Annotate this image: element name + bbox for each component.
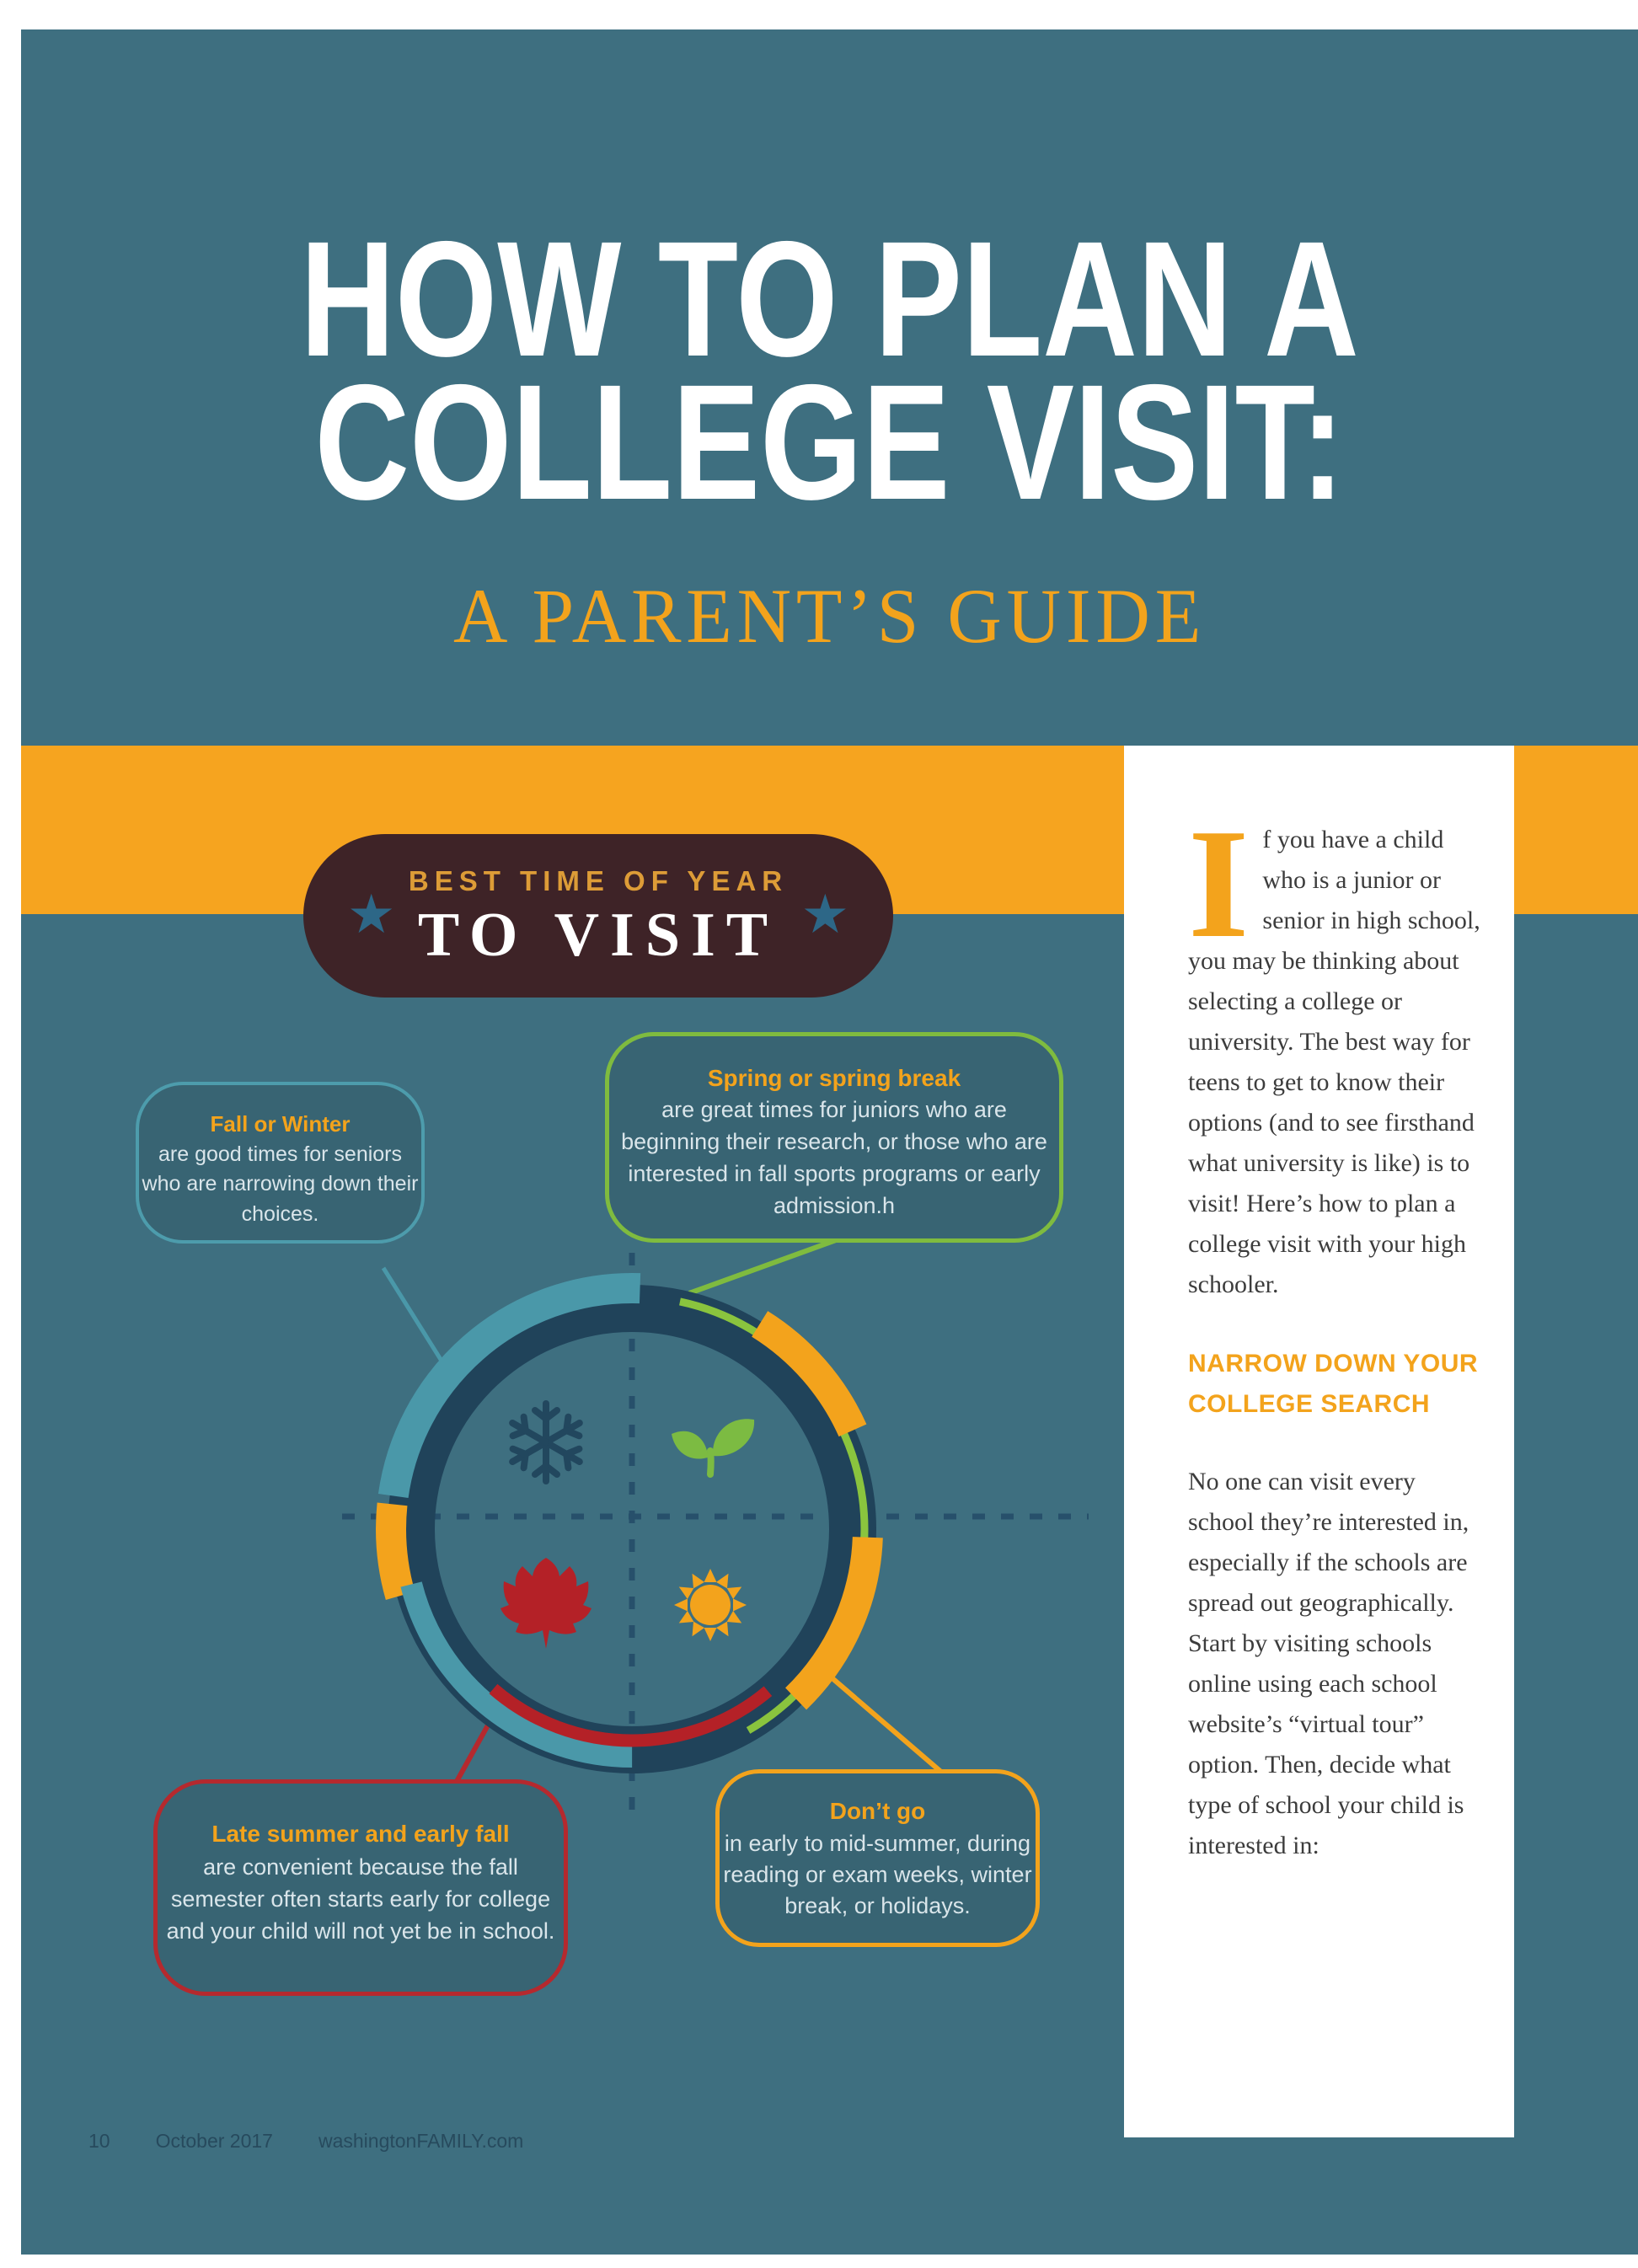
badge-kicker: BEST TIME OF YEAR [408, 865, 789, 896]
star-icon: ★ [347, 884, 396, 946]
drop-cap: I [1188, 797, 1250, 971]
page-footer [88, 2130, 569, 2153]
best-time-badge [303, 834, 893, 998]
article-panel [1124, 746, 1514, 2137]
article-section-heading: NARROW DOWN YOUR COLLEGE SEARCH [1188, 1350, 1479, 1418]
star-icon: ★ [800, 884, 849, 946]
callout-late-summer [153, 1779, 568, 1996]
callout-heading: Fall or Winter [210, 1111, 351, 1137]
callout-spring [605, 1032, 1063, 1243]
callout-body: are convenient because the fall semester often starts early for college and your child will not yet be in school. [166, 1853, 555, 1944]
callout-body: are good times for seniors who are narrowing down their choices. [142, 1142, 419, 1226]
article-paragraph-1 [1188, 797, 1484, 1305]
page-title-line-2: COLLEGE VISIT: [314, 350, 1345, 534]
article-paragraph-2: No one can visit every school they’re interested in, especially if the schools are spread out geographically. Start by visiting schools online using each school website’s “virtual tour” option. Then, decide what type of school your child is interested in: [1188, 1468, 1469, 1859]
callout-dont-go [715, 1769, 1040, 1947]
callout-heading: Late summer and early fall [211, 1821, 510, 1847]
callout-body: are great times for juniors who are beginning their research, or those who are interested in fall sports programs or early admission.h [621, 1097, 1047, 1218]
callout-heading: Don’t go [829, 1798, 926, 1824]
issue-date: October 2017 [155, 2130, 273, 2152]
page-title-line-1: HOW TO PLAN A [300, 207, 1359, 391]
callout-heading: Spring or spring break [707, 1065, 961, 1091]
page-subtitle: A PARENT’S GUIDE [452, 573, 1207, 659]
article-paragraph-1-text: f you have a child who is a junior or senior in high school, you may be thinking about selecting a college or university. The best way for teens to get to know their options (and to see firsthand what university is like) is to visit! Here’s how to plan a college visit with your high schooler. [1188, 826, 1480, 1298]
page-number: 10 [88, 2130, 110, 2152]
badge-title: TO VISIT [417, 901, 779, 970]
callout-fall-winter [136, 1082, 425, 1244]
website: washingtonFAMILY.com [318, 2130, 524, 2152]
callout-body: in early to mid-summer, during reading or exam weeks, winter break, or holidays. [723, 1830, 1032, 1919]
